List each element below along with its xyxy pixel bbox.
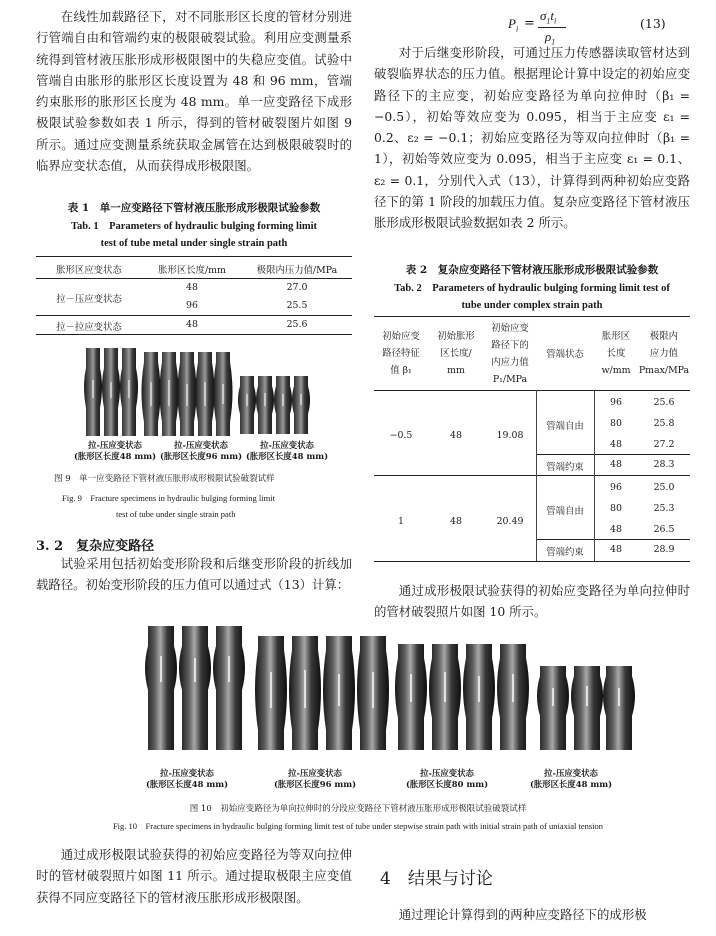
table2-header-pmax: 极限内 应力值 Pmax/MPa (638, 331, 690, 376)
table2-header-w: 胀形区 长度 w/mm (601, 331, 631, 376)
bottom-left-paragraph: 通过成形极限试验获得的初始应变路径为等双向拉伸时的管材破裂照片如图 11 所示。通过提取极限主应变值获得不同应变路径下的管材液压胀形成形极限图。 (36, 847, 352, 905)
fig9-cn-caption: 图 9 单一应变路径下管材液压胀形成形极限试验破裂试样 (54, 474, 275, 484)
formula-number: (13) (640, 16, 666, 31)
table1-en-title-2: test of tube metal under single strain path (100, 238, 288, 249)
table2-g1-fixed: 管端约束 (546, 462, 584, 473)
fig10-label-4: 拉-压应变状态 (胀形区长度48 mm) (529, 768, 613, 789)
table2-g2-p1: 20.49 (496, 516, 524, 527)
table1-row1-len1: 48 (186, 282, 198, 293)
fracture-specimens-image (82, 346, 322, 438)
table2-g1-r2-w: 80 (610, 418, 622, 429)
table1-row1-len2: 96 (186, 300, 198, 311)
table1-header-pressure: 极限内压力值/MPa (256, 265, 338, 276)
table2-g2-r4-p: 28.9 (653, 544, 675, 555)
table2-en-title-2: tube under complex strain path (461, 300, 603, 311)
left-paragraph-2: 试验采用包括初始变形阶段和后继变形阶段的折线加载路径。初始变形阶段的压力值可以通过式（13）计算： (36, 556, 352, 593)
table1-row1-p2: 25.5 (286, 300, 308, 311)
bottom-right-paragraph: 通过理论计算得到的两种应变路径下的成形极 (398, 907, 647, 922)
table1-row1-state: 拉－压应变状态 (56, 294, 122, 305)
fig10-label-3: 拉-压应变状态 (胀形区长度80 mm) (405, 768, 489, 789)
table2-g1-r3-w: 48 (610, 439, 622, 450)
table2-g2-r3-p: 26.5 (653, 524, 675, 535)
table1-row2-p1: 25.6 (286, 319, 308, 330)
right-paragraph-1: 对于后继变形阶段，可通过压力传感器读取管材达到破裂临界状态的压力值。根据理论计算中设定的初始应变路径下的主应变，初始应变路径为单向拉伸时（β₁ = −0.5），初始等效应变为 0.095，相当于主应变 ε₁ = 0.2、ε₂ = −0.1；初始应变路径为等双向拉伸时（β₁ = 1），初始等效应变为 0.095，相当于主应变 ε₁ = 0.1、ε₂ = 0.1，分别代入式（13），计算得到两种初始应变路径下的第 1 阶段的加载压力值。复杂应变路径下管材液压胀形成形极限试验数据如表 2 所示。 (374, 45, 690, 231)
table1-en-title-1: Tab. 1 Parameters of hydraulic bulging forming limit (70, 221, 318, 232)
table1-cn-title: 表 1 单一应变路径下管材液压胀形成形极限试验参数 (67, 202, 321, 214)
table2-g2-r1-w: 96 (610, 482, 622, 493)
formula-numerator: $\sigma_1t_i$ (540, 8, 557, 26)
fig10-cn-caption: 图 10 初始应变路径为单向拉伸时的分段应变路径下管材液压胀形成形极限试验破裂试样 (189, 804, 527, 814)
formula-13: $P_i$ = $\sigma_1t_i$ $\rho_1$ (13) (508, 8, 666, 47)
table2-header-beta: 初始应变 路径特征 值 β₁ (382, 331, 420, 376)
table2-g2-beta: 1 (398, 516, 404, 527)
table2-g2-fixed: 管端约束 (546, 547, 584, 558)
table2-g1-r1-p: 25.6 (653, 397, 675, 408)
table2 (374, 316, 690, 566)
table2-g1-r4-p: 28.3 (653, 459, 675, 470)
fig10-en-caption: Fig. 10 Fracture specimens in hydraulic bulging forming limit test of tube under stepwise strain path with initial strain path of uniaxial tension (112, 821, 604, 831)
section-3-2-heading: 3. 2 复杂应变路径 (36, 539, 155, 554)
table2-g2-free: 管端自由 (546, 506, 584, 517)
table1-row2-len1: 48 (186, 319, 198, 330)
table2-en-title-1: Tab. 2 Parameters of hydraulic bulging forming limit test of (394, 283, 670, 294)
fig10-label-1: 拉-压应变状态 (胀形区长度48 mm) (145, 768, 229, 789)
table2-g2-r4-w: 48 (610, 544, 622, 555)
left-paragraph-1: 在线性加载路径下，对不同胀形区长度的管材分别进行管端自由和管端约束的极限破裂试验。利用应变测量系统得到管材液压胀形成形极限图中的失稳应变值。试验中管端自由胀形的胀形区长度设置为 48 和 96 mm，管端约束胀形的胀形区长度为 48 mm。单一应变路径下成形极限试验参数如表 1 所示，得到的管材破裂图片如图 9 所示。通过应变测量系统获取金属管在达到极限破裂时的临界应变状态值，从而获得成形极限图。 (36, 9, 352, 174)
right-paragraph-2: 通过成形极限试验获得的初始应变路径为单向拉伸时的管材破裂照片如图 10 所示。 (374, 583, 690, 620)
table2-g2-r2-w: 80 (610, 503, 622, 514)
table2-g1-p1: 19.08 (496, 430, 524, 441)
fig9-en-caption-2: test of tube under single strain path (116, 509, 236, 519)
table2-header-p1: 初始应变 路径下的 内应力值 P₁/MPa (491, 323, 529, 385)
table2-g1-free: 管端自由 (546, 421, 584, 432)
figure9-photo (82, 346, 322, 438)
table2-header-end: 管端状态 (546, 349, 584, 360)
fracture-specimens-image-stepwise (142, 622, 638, 754)
table1 (36, 256, 352, 336)
table1-row1-p1: 27.0 (286, 282, 308, 293)
table2-cn-title: 表 2 复杂应变路径下管材液压胀形成形极限试验参数 (405, 264, 659, 276)
fig10-label-2: 拉-压应变状态 (胀形区长度96 mm) (273, 768, 357, 789)
table2-g1-r2-p: 25.8 (653, 418, 675, 429)
formula-denominator: $\rho_1$ (545, 29, 556, 47)
table2-g1-beta: −0.5 (389, 430, 413, 441)
table2-g1-r1-w: 96 (610, 397, 622, 408)
table1-header-state: 胀形区应变状态 (56, 265, 122, 276)
table2-header-length: 初始胀形 区长度/ mm (437, 331, 475, 376)
table2-g2-len: 48 (450, 516, 462, 527)
table2-g2-r3-w: 48 (610, 524, 622, 535)
figure10-photo (142, 622, 638, 754)
table2-g1-r4-w: 48 (610, 459, 622, 470)
fig9-label-2: 拉-压应变状态 (胀形区长度96 mm) (159, 440, 243, 461)
table1-row2-state: 拉－拉应变状态 (56, 322, 122, 333)
table2-g2-r2-p: 25.3 (653, 503, 675, 514)
table2-g1-r3-p: 27.2 (653, 439, 675, 450)
section-4-heading: 4 结果与讨论 (380, 869, 493, 889)
table2-g2-r1-p: 25.0 (653, 482, 675, 493)
fig9-label-3: 拉-压应变状态 (胀形区长度48 mm) (245, 440, 329, 461)
formula-lhs: $P_i$ (508, 16, 519, 34)
fig9-label-1: 拉-压应变状态 (胀形区长度48 mm) (73, 440, 157, 461)
table1-header-length: 胀形区长度/mm (158, 265, 226, 276)
fig9-en-caption-1: Fig. 9 Fracture specimens in hydraulic bulging forming limit (62, 493, 275, 503)
table2-g1-len: 48 (450, 430, 462, 441)
